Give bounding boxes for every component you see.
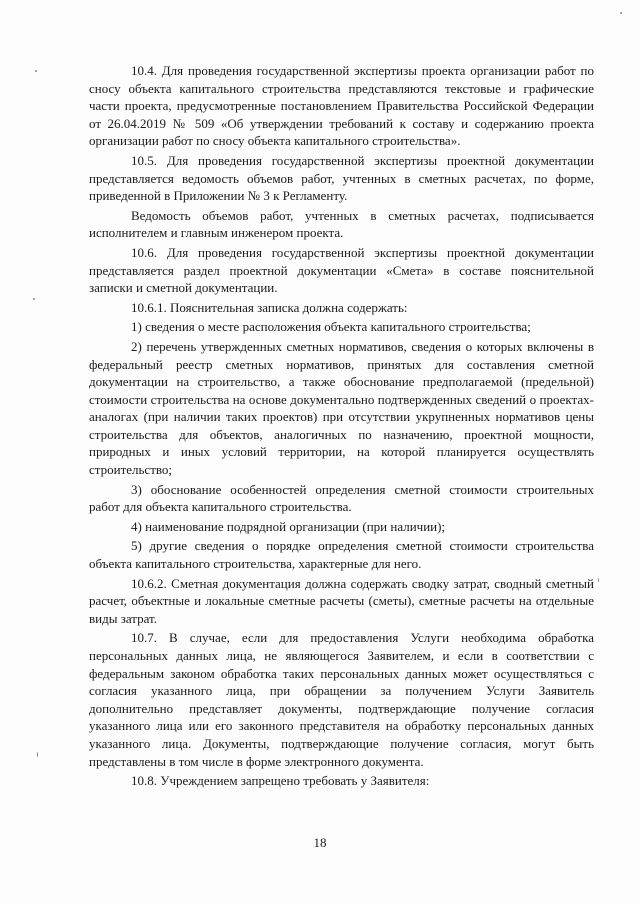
list-item-3: 3) обоснование особенностей определения сметной стоимости строительных работ для объекта капитального строительства.: [89, 481, 594, 515]
paragraph-10-6: 10.6. Для проведения государственной экспертизы проектной документации представляется раздел проектной документации «Смета» в составе пояснительной записки и сметной документации.: [89, 244, 594, 296]
paragraph-10-6-2: 10.6.2. Сметная документация должна содержать сводку затрат, сводный сметный расчет, объектные и локальные сметные расчеты (сметы), сметные расчеты на отдельные виды затрат.: [89, 575, 594, 626]
scan-speck: [37, 752, 38, 757]
paragraph-10-4: 10.4. Для проведения государственной экспертизы проекта организации работ по сносу объекта капитального строительства представляются текстовые и графические части проекта, предусмотренные постановлением Правительства Российской Федерации от 26.04.2019 № 509 «Об утверждении требований к составу и содержанию проекта организации работ по сносу объекта капитального строительства».: [89, 63, 594, 149]
page-number: 18: [313, 835, 327, 850]
scan-speck: [598, 578, 599, 582]
paragraph-10-7: 10.7. В случае, если для предоставления Услуги необходима обработка персональных данных лица, не являющегося Заявителем, и если в соответствии с федеральным законом обработка таких персональных данных может осуществляться с согласия указанного лица, при обращении за получением Услуги Заявитель дополнительно представляет документы, подтверждающие получение согласия указанного лица или его законного представителя на обработку персональных данных указанного лица. Документы, подтверждающие получение согласия, могут быть представлены в том числе в форме электронного документа.: [89, 630, 594, 769]
list-item-2: 2) перечень утвержденных сметных нормативов, сведения о которых включены в федеральный реестр сметных нормативов, принятых для составления сметной документации на строительство, а также обоснование предполагаемой (предельной) стоимости строительства на основе документально подтвержденных сведений о проектах-аналогах (при наличии таких проектов) при отсутствии укрупненных нормативов цены строительства для объектов, аналогичных по назначению, проектной мощности, природных и иных условий территории, на которой планируется осуществлять строительство;: [89, 338, 594, 478]
paragraph-volume-statement: Ведомость объемов работ, учтенных в сметных расчетах, подписывается исполнителем и главным инженером проекта.: [89, 207, 594, 241]
list-item-5: 5) другие сведения о порядке определения сметной стоимости строительства объекта капитального строительства, характерные для него.: [89, 538, 594, 572]
paragraph-10-5: 10.5. Для проведения государственной экспертизы проектной документации представляется ведомость объемов работ, учтенных в сметных расчетах, по форме, приведенной в Приложении № 3 к Регламенту.: [89, 152, 594, 204]
scan-speck: [33, 298, 35, 300]
list-item-1: 1) сведения о месте расположения объекта капитального строительства;: [131, 319, 531, 335]
scan-speck: [620, 12, 622, 14]
list-item-4: 4) наименование подрядной организации (при наличии);: [131, 518, 446, 534]
paragraph-10-8: 10.8. Учреждением запрещено требовать у Заявителя:: [131, 773, 430, 789]
document-body: [89, 62, 594, 792]
paragraph-10-6-1: 10.6.1. Пояснительная записка должна содержать:: [131, 299, 408, 315]
scan-speck: [35, 70, 37, 72]
